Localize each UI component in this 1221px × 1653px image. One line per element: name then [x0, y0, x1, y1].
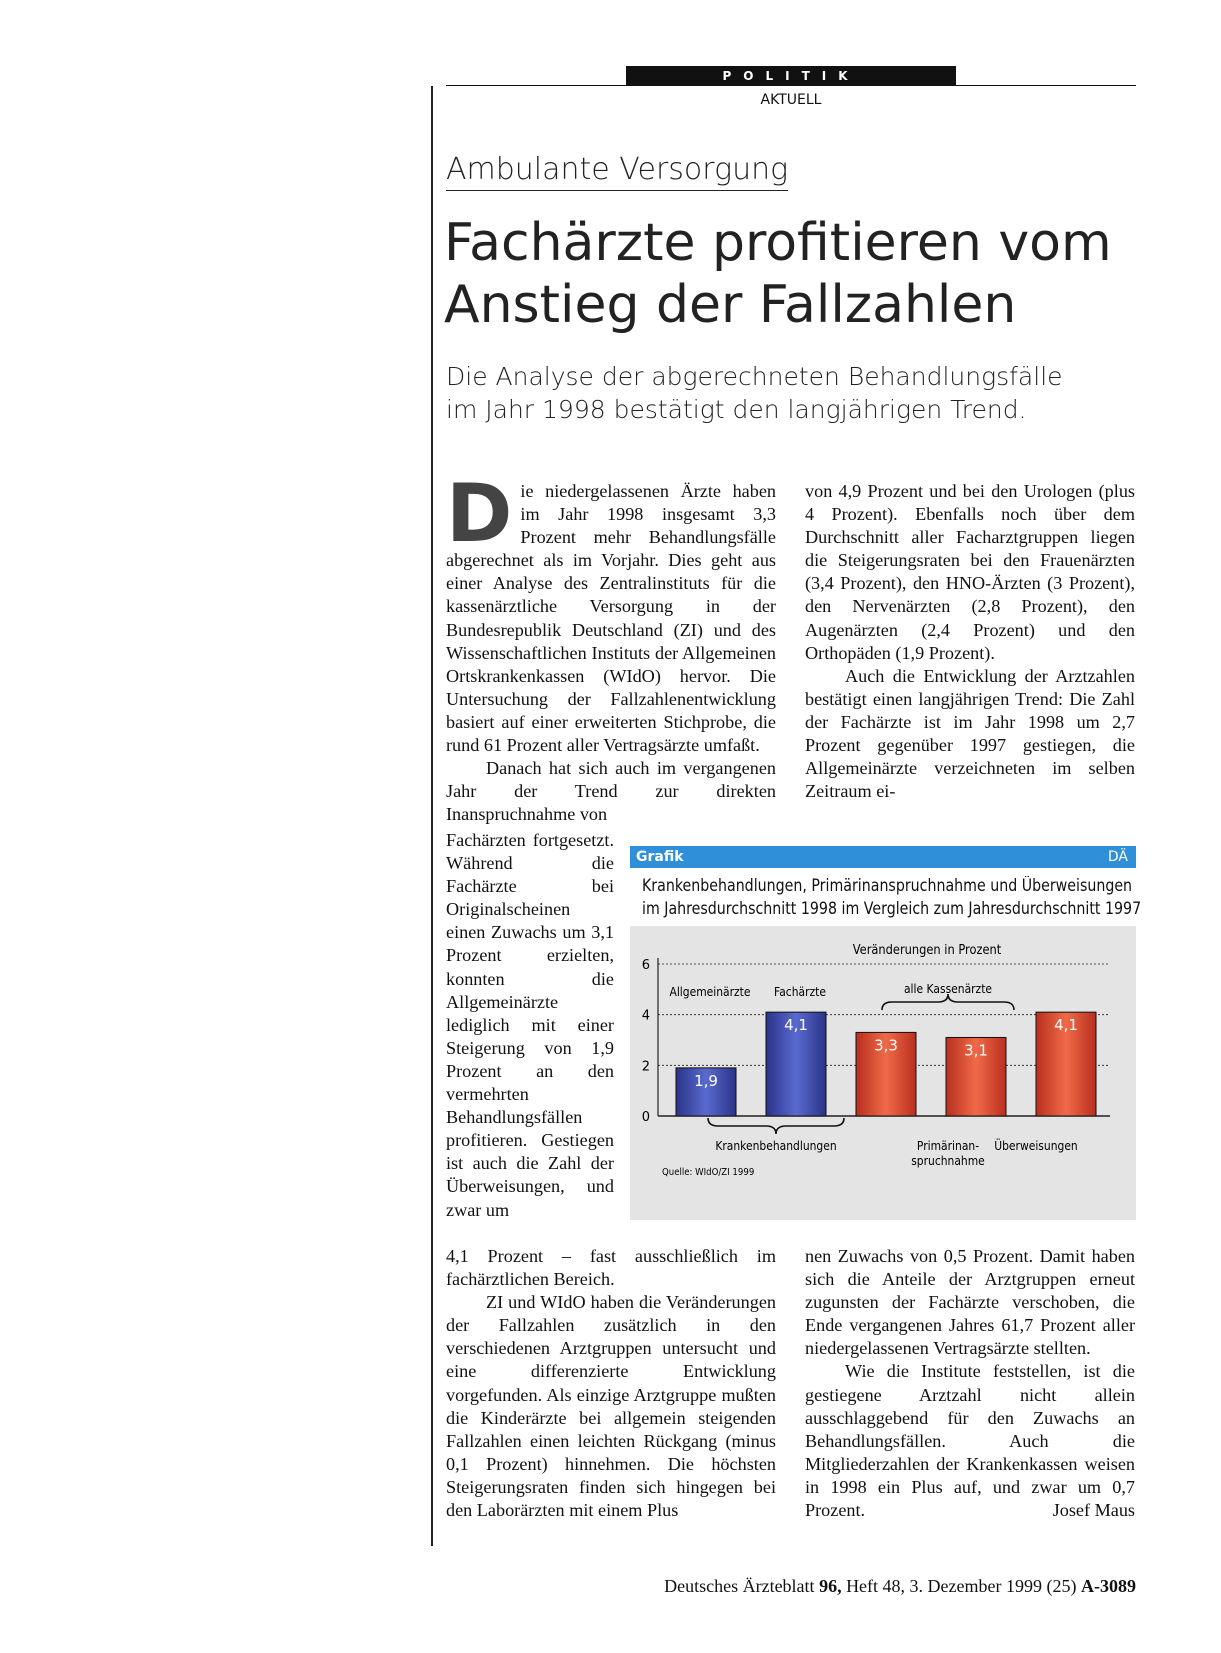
paragraph: [805, 1360, 1135, 1522]
column-rule: [431, 86, 433, 1546]
bottom-brace: [708, 1118, 844, 1134]
chart-source: Quelle: WIdO/ZI 1999: [662, 1166, 755, 1179]
chart-header-brand: DÄ: [1107, 849, 1128, 865]
label-alle-kassenaerzte: alle Kassenärzte: [903, 981, 993, 997]
bar-value-label: 4,1: [1054, 1016, 1078, 1035]
paragraph: [446, 467, 776, 757]
bar-value-label: 4,1: [784, 1016, 808, 1035]
paragraph: ZI und WIdO haben die Veränderungen der Fallzahlen zusätzlich in den verschiedenen Arztgruppen untersucht und eine differenzierte Entwicklung vorgefunden. Als einzige Arztgruppe mußten die Kinderärzte bei allgemein steigenden Fallzahlen einen leichten Rückgang (minus 0,1 Prozent) hinnehmen. Die höchsten Steigerungsraten finden sich hingegen bei den Laborärzten mit einem Plus: [446, 1292, 776, 1521]
y-tick-label: 4: [641, 1008, 650, 1024]
journal-issue: Heft 48, 3. Dezember 1999 (25): [846, 1576, 1077, 1596]
label-primaer-1: Primärinan-: [916, 1138, 980, 1154]
paragraph: Auch die Entwicklung der Arztzahlen bestätigt einen langjährigen Trend: Die Zahl der Fachärzte ist im Jahr 1998 um 2,7 Prozent gegenüber 1997 gestiegen, die Allgemeinärzte verzeichneten im selben Zeitraum ei-: [805, 665, 1135, 802]
article-col1-bottom: [446, 1245, 776, 1522]
label-allgemeinaerzte: Allgemeinärzte: [669, 984, 751, 1000]
y-tick-label: 0: [641, 1110, 650, 1125]
y-axis: [642, 958, 658, 1125]
section-bar: POLITIK: [626, 66, 956, 86]
header-rule: [446, 85, 1136, 86]
label-ueberweisungen: Überweisungen: [994, 1138, 1078, 1154]
label-primaer-2: spruchnahme: [911, 1153, 985, 1169]
top-brace: [882, 994, 1014, 1010]
bar-value-label: 3,3: [874, 1036, 898, 1055]
page-footer: [0, 1576, 1136, 1597]
author: Josef Maus: [1052, 1500, 1135, 1521]
journal-name: Deutsches Ärzteblatt: [664, 1576, 815, 1596]
label-fachaerzte: Fachärzte: [774, 984, 826, 1000]
article-col2-top: [805, 480, 1135, 803]
lead-line-2: im Jahr 1998 bestätigt den langjährigen Trend.: [446, 395, 1027, 424]
paragraph: nen Zuwachs von 0,5 Prozent. Damit haben sich die Anteile der Arztgruppen erneut zugunsten der Fachärzte verschoben, die Ende vergangenen Jahres 61,7 Prozent aller niedergelassenen Vertragsärzte stellten.: [805, 1246, 1135, 1359]
bar-chart: [630, 926, 1136, 1220]
chart-header-label: Grafik: [636, 849, 684, 865]
article-col1-top: [446, 467, 776, 826]
headline-line-2: Anstieg der Fallzahlen: [444, 275, 1017, 335]
lead-line-1: Die Analyse der abgerechneten Behandlungsfälle: [446, 362, 1063, 391]
drop-cap: D: [446, 467, 513, 560]
chart-subtitle: Veränderungen in Prozent: [852, 942, 1002, 958]
article-col1-narrow: [446, 829, 614, 1222]
paragraph: Danach hat sich auch im vergangenen Jahr der Trend zur direkten Inanspruchnahme von: [446, 758, 776, 825]
chart-title-line-1: Krankenbehandlungen, Primärinanspruchnahme und Überweisungen: [642, 876, 1133, 895]
bars: [676, 1012, 1096, 1116]
chart-area: [630, 926, 1136, 1220]
article-col2-bottom: [805, 1245, 1135, 1522]
subsection-label: AKTUELL: [760, 92, 822, 108]
bar-value-label: 3,1: [964, 1041, 988, 1060]
label-krankenbehandlungen: Krankenbehandlungen: [715, 1138, 837, 1154]
journal-volume: 96,: [819, 1576, 842, 1596]
kicker: Ambulante Versorgung: [446, 152, 788, 191]
chart-figure: [630, 846, 1142, 1220]
paragraph: von 4,9 Prozent und bei den Urologen (plus 4 Prozent). Ebenfalls noch über dem Durchschnitt aller Facharztgruppen liegen die Steigerungsraten bei den Frauenärzten (3,4 Prozent), den HNO-Ärzten (3 Prozent), den Nervenärzten (2,8 Prozent), den Augenärzten (2,4 Prozent) und den Orthopäden (1,9 Prozent).: [805, 481, 1135, 663]
paragraph: 4,1 Prozent – fast ausschließlich im fachärztlichen Bereich.: [446, 1246, 776, 1290]
headline: [444, 212, 1164, 336]
paragraph-text: Wie die Institute feststellen, ist die gestiegene Arztzahl nicht allein ausschlaggebend für den Zuwachs an Behandlungsfällen. Auch die Mitgliederzahlen der Krankenkassen weisen in 1998 ein Plus auf, und zwar um 0,7 Prozent.: [805, 1361, 1135, 1521]
headline-line-1: Fachärzte profitieren vom: [444, 213, 1112, 273]
lead: [446, 360, 1146, 426]
chart-title: [642, 874, 1142, 920]
bar-value-label: 1,9: [694, 1071, 718, 1090]
chart-title-line-2: im Jahresdurchschnitt 1998 im Vergleich zum Jahresdurchschnitt 1997: [642, 899, 1142, 918]
paragraph: Fachärzten fortgesetzt. Während die Fachärzte bei Originalscheinen einen Zuwachs um 3,1 Prozent erzielten, konnten die Allgemeinärzte lediglich mit einer Steigerung von 1,9 Prozent an den vermehrten Behandlungsfällen profitieren. Gestiegen ist auch die Zahl der Überweisungen, und zwar um: [446, 830, 614, 1220]
paragraph-text: ie niedergelassenen Ärzte haben im Jahr 1998 insgesamt 3,3 Prozent mehr Behandlungsfälle abgerechnet als im Vorjahr. Dies geht aus einer Analyse des Zentralinstituts für die kassenärztliche Versorgung in der Bundesrepublik Deutschland (ZI) und des Wissenschaftlichen Instituts der Allgemeinen Ortskrankenkassen (WIdO) hervor. Die Untersuchung der Fallzahlenentwicklung basiert auf einer erweiterten Stichprobe, die rund 61 Prozent aller Vertragsärzte umfaßt.: [446, 481, 776, 756]
y-tick-label: 2: [641, 1059, 650, 1075]
y-tick-label: 6: [641, 958, 650, 973]
chart-header: [630, 846, 1136, 868]
page-number: A-3089: [1081, 1576, 1136, 1596]
